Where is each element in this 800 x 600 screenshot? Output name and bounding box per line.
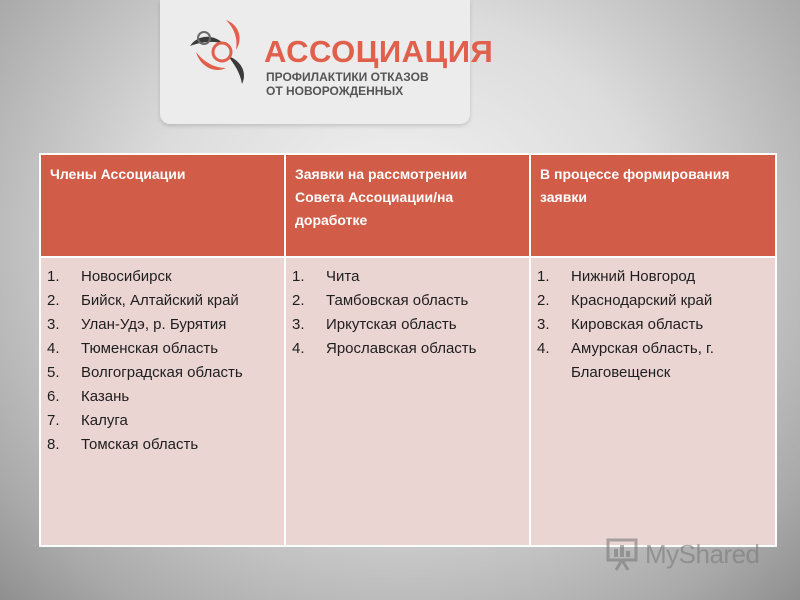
list-item: 4. Амурская область, г. Благовещенск [537,340,714,381]
list-item: 5. Волгоградская область [47,364,243,381]
list-item: 3. Иркутская область [292,316,457,333]
list-item: 1. Чита [292,268,360,285]
logo-card [160,0,494,124]
table-body-row [40,257,776,546]
list-item: 2. Бийск, Алтайский край [47,292,239,309]
list-item: 4. Тюменская область [47,340,219,357]
table-header-row [40,154,776,257]
list-item: 3. Кировская область [537,316,704,333]
in-progress-list [537,265,769,385]
status-table [39,153,777,547]
logo-subtitle-line-1: ПРОФИЛАКТИКИ ОТКАЗОВ [266,70,429,84]
under-review-cell [285,257,530,546]
association-logo-icon [184,16,256,86]
presentation-board-icon [605,537,641,571]
in-progress-cell [530,257,776,546]
list-item: 3. Улан-Удэ, р. Бурятия [47,316,227,333]
members-list [47,265,278,457]
logo-subtitle [266,70,429,98]
header-in-progress: В процессе формирования заявки [530,154,776,257]
members-cell [40,257,285,546]
logo-title: АССОЦИАЦИЯ [264,34,494,69]
under-review-list [292,265,523,361]
header-members: Члены Ассоциации [40,154,285,257]
list-item: 2. Краснодарский край [537,292,713,309]
logo-subtitle-line-2: ОТ НОВОРОЖДЕННЫХ [266,84,404,98]
list-item: 6. Казань [47,388,130,405]
list-item: 8. Томская область [47,436,199,453]
list-item: 2. Тамбовская область [292,292,469,309]
header-under-review: Заявки на рассмотрении Совета Ассоциации/на доработке [285,154,530,257]
watermark [605,537,760,571]
list-item: 1. Нижний Новгород [537,268,696,285]
watermark-text: MyShared [645,538,760,569]
list-item: 7. Калуга [47,412,128,429]
list-item: 4. Ярославская область [292,340,477,357]
list-item: 1. Новосибирск [47,268,172,285]
